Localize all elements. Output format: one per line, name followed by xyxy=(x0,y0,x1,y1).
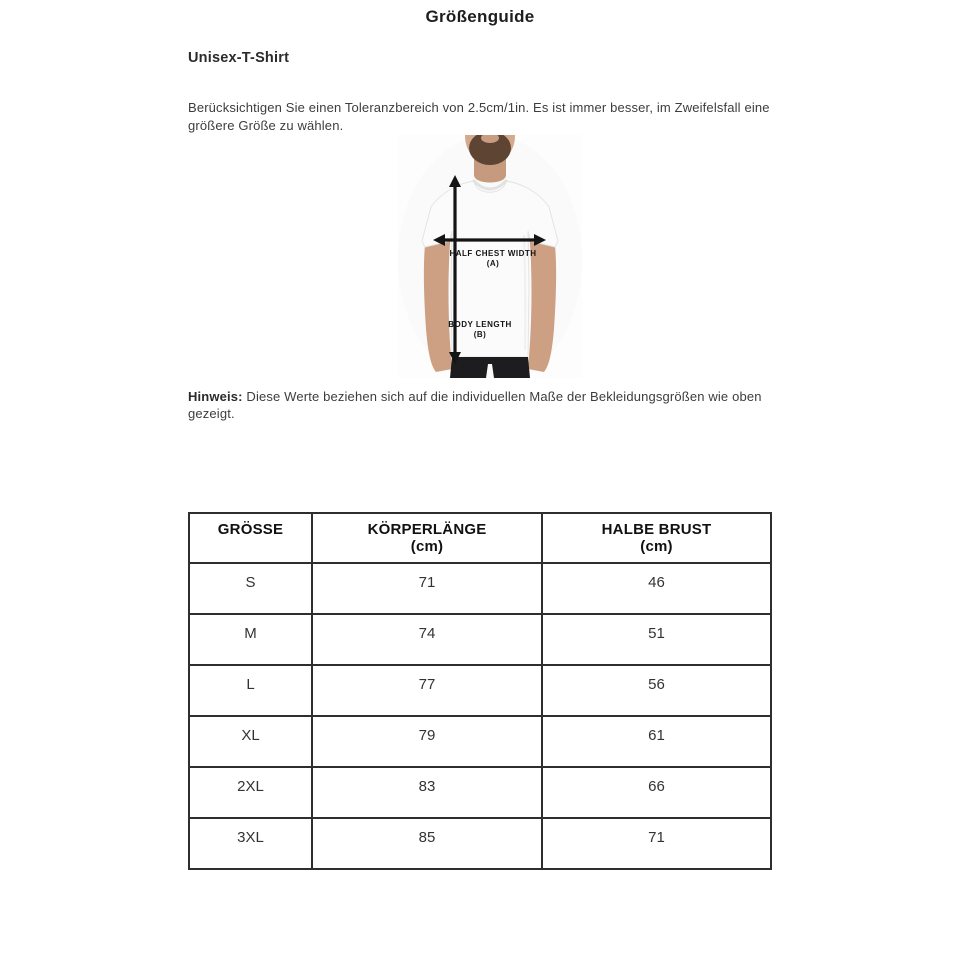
hint-note xyxy=(188,388,770,422)
table-row xyxy=(189,716,771,767)
half-chest-cell: 66 xyxy=(542,767,771,818)
half-chest-cell: 61 xyxy=(542,716,771,767)
size-cell: 3XL xyxy=(189,818,312,869)
column-header-body-length: KÖRPERLÄNGE (cm) xyxy=(312,513,542,563)
table-header-row xyxy=(189,513,771,563)
body-length-cell: 79 xyxy=(312,716,542,767)
half-chest-cell: 71 xyxy=(542,818,771,869)
svg-text:(B): (B) xyxy=(473,330,487,339)
size-cell: L xyxy=(189,665,312,716)
page-title: Größenguide xyxy=(425,7,535,26)
hint-text: Diese Werte beziehen sich auf die individuellen Maße der Bekleidungsgrößen wie oben gezeigt. xyxy=(188,389,762,421)
table-row xyxy=(189,818,771,869)
measurement-diagram xyxy=(398,135,582,378)
body-length-cell: 71 xyxy=(312,563,542,614)
table-row xyxy=(189,665,771,716)
half-chest-cell: 51 xyxy=(542,614,771,665)
model-photo xyxy=(398,135,582,378)
body-length-cell: 83 xyxy=(312,767,542,818)
half-chest-cell: 46 xyxy=(542,563,771,614)
hint-label: Hinweis: xyxy=(188,389,243,404)
tolerance-note: Berücksichtigen Sie einen Toleranzbereich von 2.5cm/1in. Es ist immer besser, im Zweifelsfall eine größere Größe zu wählen. xyxy=(188,100,770,133)
table-row xyxy=(189,767,771,818)
svg-text:BODY LENGTH: BODY LENGTH xyxy=(448,320,512,329)
size-cell: XL xyxy=(189,716,312,767)
svg-text:(A): (A) xyxy=(486,259,500,268)
table-row xyxy=(189,563,771,614)
content-column xyxy=(188,50,770,870)
product-subtitle: Unisex-T-Shirt xyxy=(188,50,290,66)
body-length-cell: 85 xyxy=(312,818,542,869)
column-header-size: GRÖSSE xyxy=(189,513,312,563)
body-length-cell: 77 xyxy=(312,665,542,716)
body-length-cell: 74 xyxy=(312,614,542,665)
svg-text:HALF CHEST WIDTH: HALF CHEST WIDTH xyxy=(449,249,537,258)
size-cell: M xyxy=(189,614,312,665)
table-row xyxy=(189,614,771,665)
size-cell: S xyxy=(189,563,312,614)
column-header-half-chest: HALBE BRUST (cm) xyxy=(542,513,771,563)
half-chest-cell: 56 xyxy=(542,665,771,716)
size-cell: 2XL xyxy=(189,767,312,818)
size-table xyxy=(188,512,772,870)
